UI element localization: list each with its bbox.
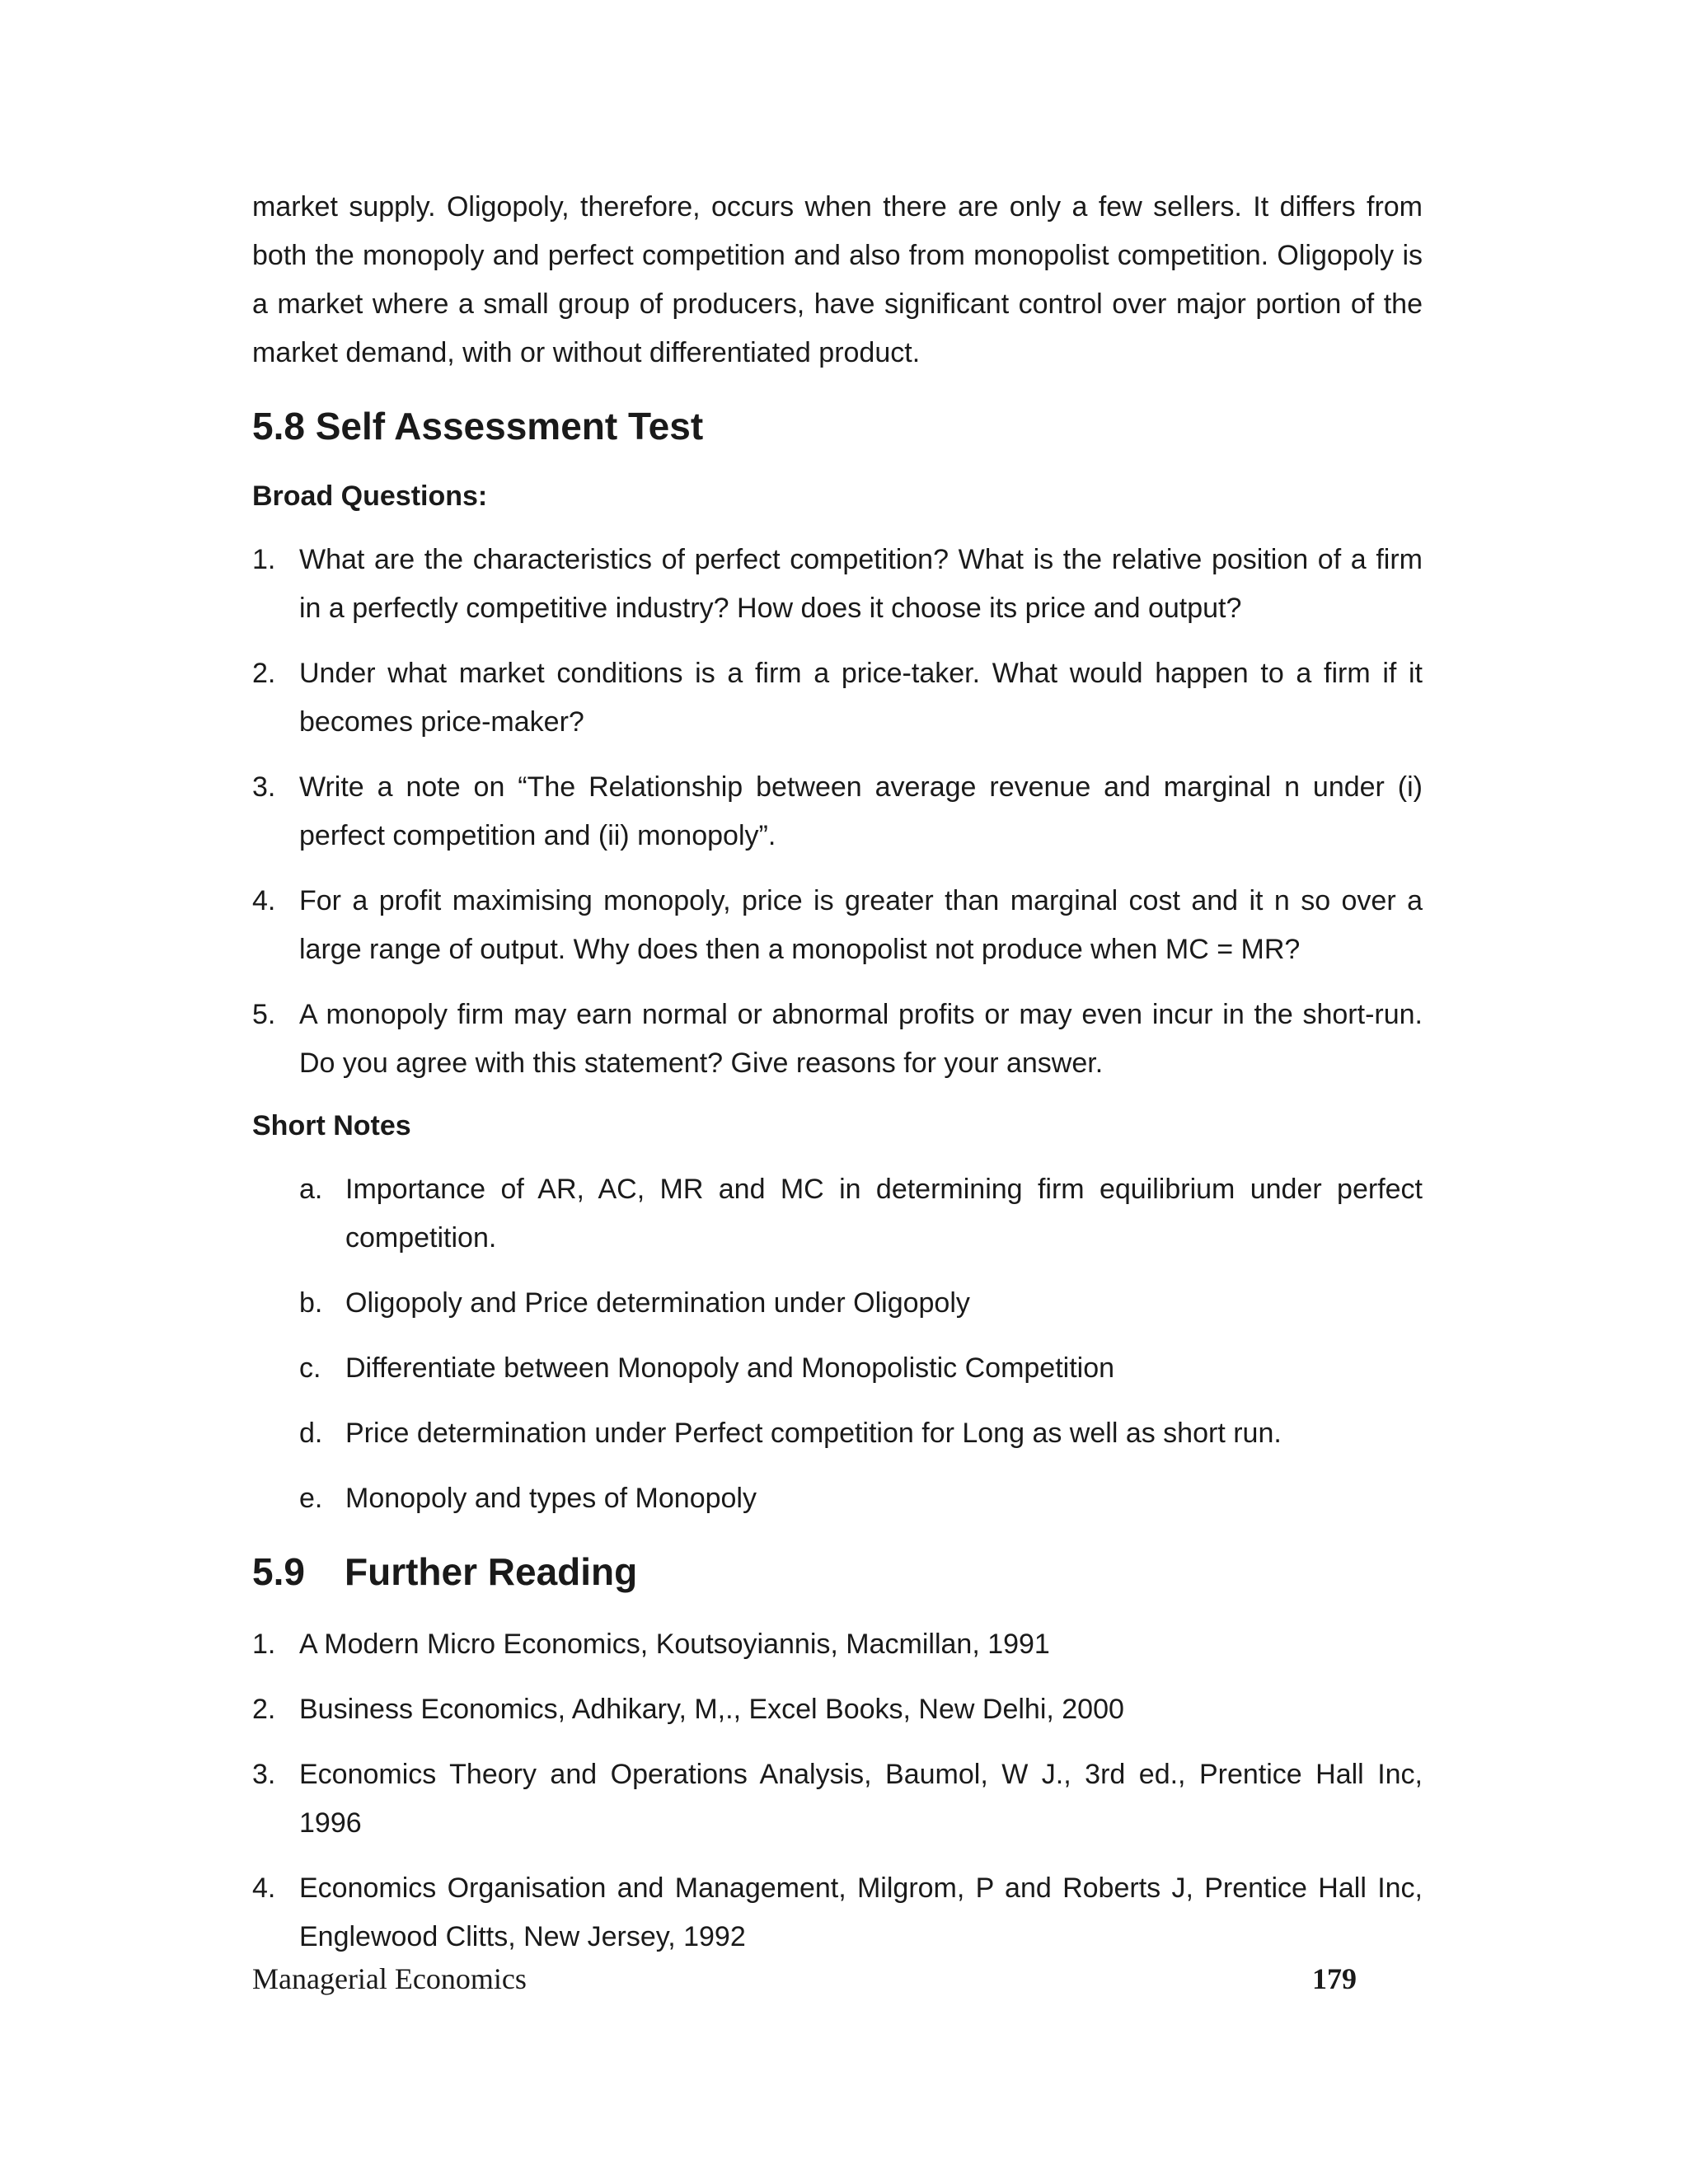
list-marker: 4. — [252, 1872, 276, 1904]
intro-paragraph: market supply. Oligopoly, therefore, occurs when there are only a few sellers. It differs from both the monopoly and perfect competition and also from monopolist competition. Oligopoly is a market where a small group of producers, have significant control over major portion of the market demand, with or without differentiated product. — [252, 191, 1423, 368]
list-item — [252, 1344, 1423, 1393]
list-item — [252, 1279, 1423, 1328]
section-title-text: 5.8 Self Assessment Test — [252, 405, 704, 448]
footer-book-title: Managerial Economics — [252, 1962, 527, 1995]
list-item-text: Monopoly and types of Monopoly — [345, 1483, 757, 1514]
list-item-text: What are the characteristics of perfect competition? What is the relative position of a firm in a perfectly competitive industry? How does it choose its price and output? — [299, 544, 1423, 624]
list-item-text: Write a note on “The Relationship between average revenue and marginal n under (i) perfect competition and (ii) monopoly”. — [299, 771, 1423, 851]
list-item — [252, 1685, 1423, 1734]
list-item-text: Oligopoly and Price determination under Oligopoly — [345, 1287, 970, 1319]
list-marker: e. — [299, 1483, 323, 1514]
list-marker: 3. — [252, 771, 276, 803]
list-item — [252, 649, 1423, 747]
list-item — [252, 1864, 1423, 1961]
list-item — [252, 1474, 1423, 1523]
broad-questions-heading: Broad Questions: — [252, 480, 488, 512]
list-item — [252, 1620, 1423, 1669]
list-item — [252, 1165, 1423, 1263]
section-title-text: Further Reading — [345, 1550, 638, 1593]
list-marker: d. — [299, 1418, 323, 1449]
list-marker: c. — [299, 1352, 321, 1384]
list-item-text: For a profit maximising monopoly, price is greater than marginal cost and it n so over a large range of output. Why does then a monopolist not produce when MC = MR? — [299, 885, 1423, 965]
further-reading-list — [252, 1620, 1423, 1961]
list-item — [252, 991, 1423, 1088]
section-title-self-assessment — [252, 394, 1423, 458]
list-marker: 1. — [252, 1629, 276, 1660]
list-item-text: Under what market conditions is a firm a price-taker. What would happen to a firm if it becomes price-maker? — [299, 658, 1423, 738]
list-item-text: A Modern Micro Economics, Koutsoyiannis, Macmillan, 1991 — [299, 1629, 1050, 1660]
list-item-text: Differentiate between Monopoly and Monopolistic Competition — [345, 1352, 1115, 1384]
page-number: 179 — [1312, 1962, 1357, 1995]
list-marker: 1. — [252, 544, 276, 575]
list-item — [252, 877, 1423, 974]
list-marker: 4. — [252, 885, 276, 916]
list-marker: a. — [299, 1174, 323, 1205]
list-item-text: Economics Organisation and Management, Milgrom, P and Roberts J, Prentice Hall Inc, Englewood Clitts, New Jersey, 1992 — [299, 1872, 1423, 1952]
list-marker: 2. — [252, 1694, 276, 1725]
page-content — [252, 183, 1423, 1961]
list-item — [252, 763, 1423, 860]
short-notes-heading: Short Notes — [252, 1110, 411, 1141]
list-item-text: Business Economics, Adhikary, M,., Excel Books, New Delhi, 2000 — [299, 1694, 1124, 1725]
short-notes-list — [252, 1165, 1423, 1523]
section-title-further-reading — [252, 1540, 1423, 1604]
list-marker: 5. — [252, 999, 276, 1030]
list-item-text: A monopoly firm may earn normal or abnormal profits or may even incur in the short-run. Do you agree with this statement? Give reasons for your answer. — [299, 999, 1423, 1079]
list-item-text: Price determination under Perfect competition for Long as well as short run. — [345, 1418, 1282, 1449]
list-marker: 2. — [252, 658, 276, 689]
list-item-text: Importance of AR, AC, MR and MC in determining firm equilibrium under perfect competition. — [345, 1174, 1423, 1254]
broad-questions-list — [252, 536, 1423, 1088]
list-marker: 3. — [252, 1759, 276, 1790]
list-item — [252, 1750, 1423, 1848]
list-item — [252, 1409, 1423, 1458]
list-item — [252, 536, 1423, 633]
list-item-text: Economics Theory and Operations Analysis, Baumol, W J., 3rd ed., Prentice Hall Inc, 1996 — [299, 1759, 1423, 1839]
list-marker: b. — [299, 1287, 323, 1319]
section-number: 5.9 — [252, 1550, 305, 1593]
